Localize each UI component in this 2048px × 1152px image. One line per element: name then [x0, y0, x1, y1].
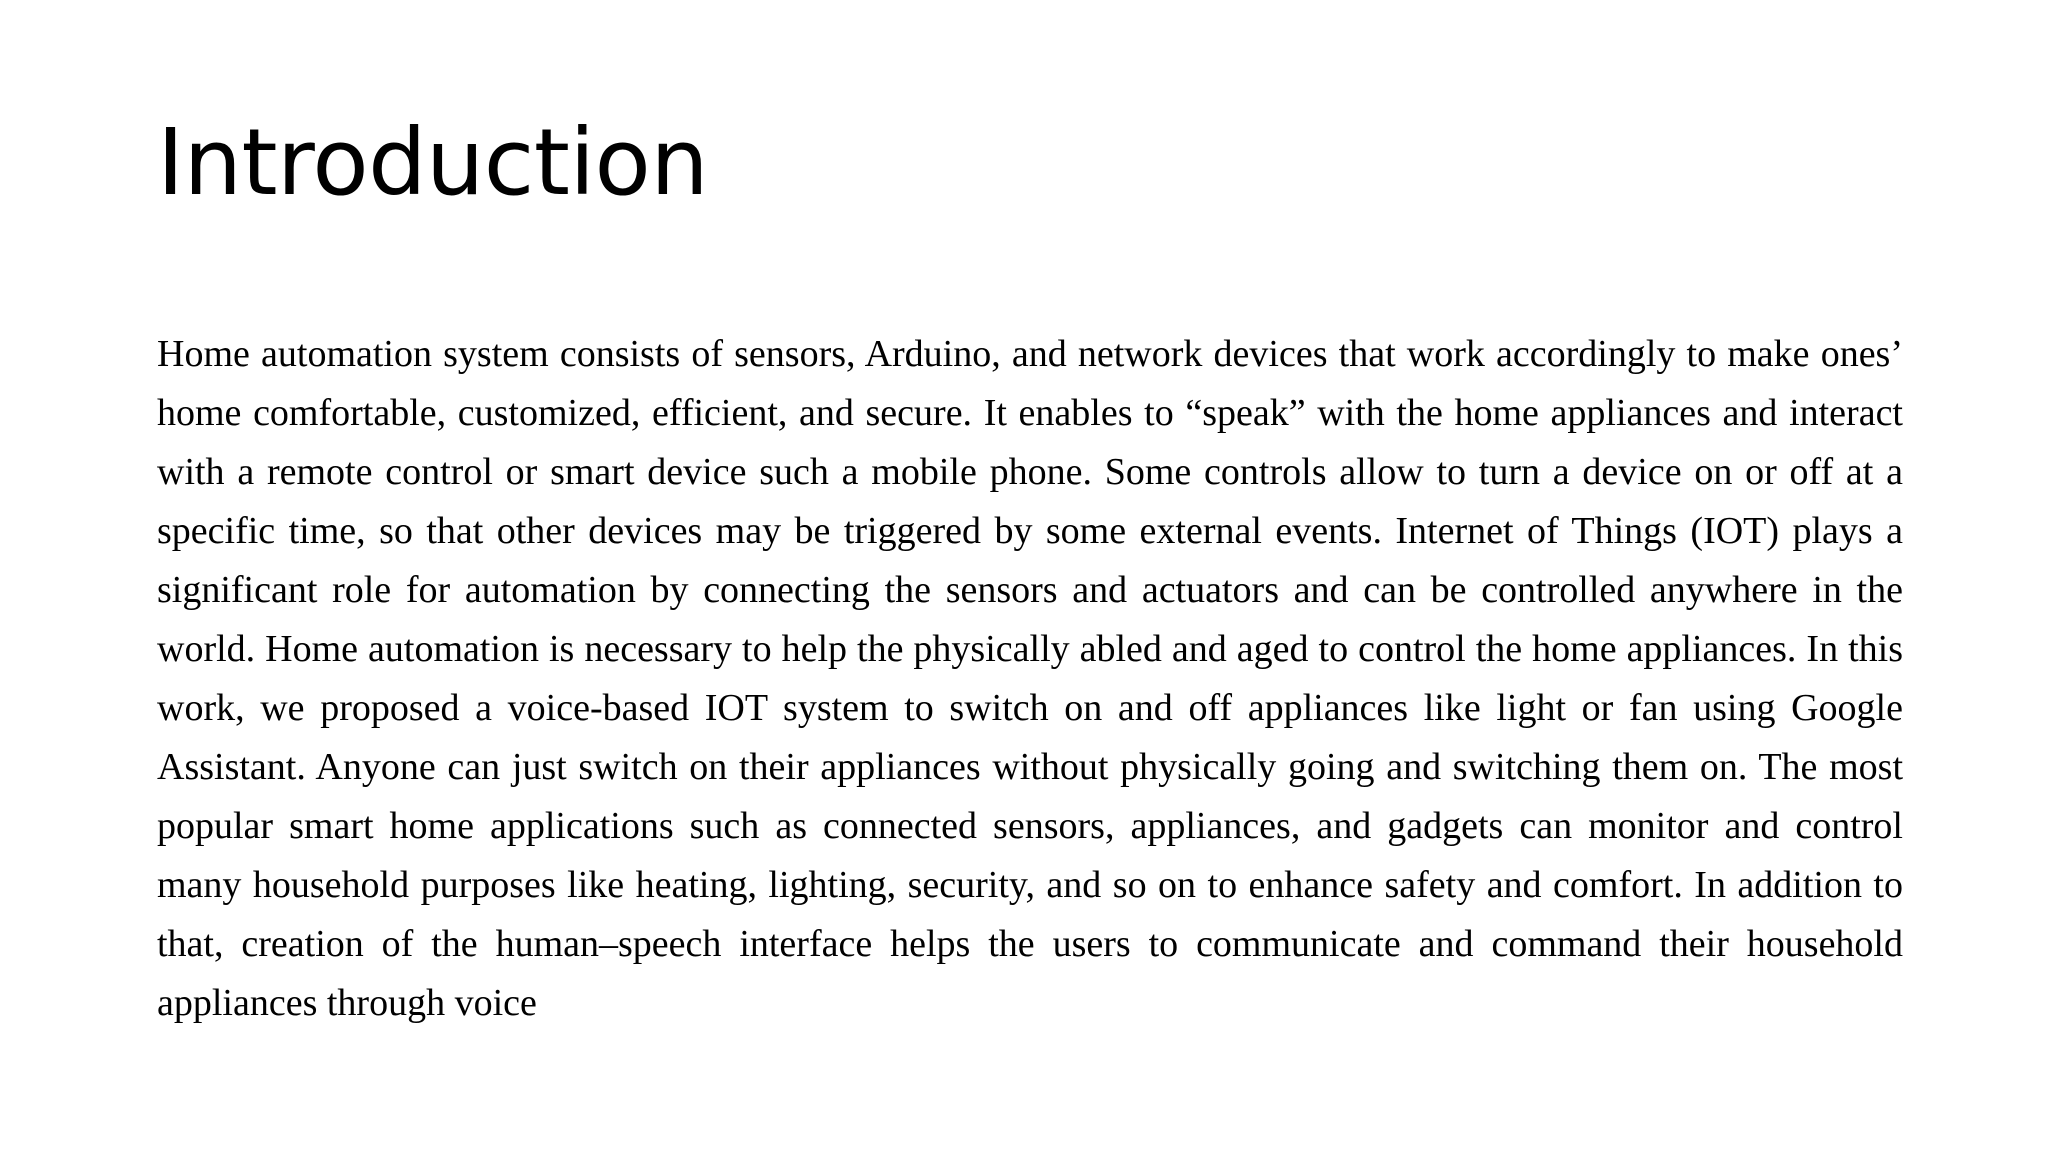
slide-title: Introduction: [157, 109, 709, 216]
slide-body-paragraph: Home automation system consists of sensors, Arduino, and network devices that work accordingly to make ones’ home comfortable, customized, efficient, and secure. It enables to “speak” with the home appliances and interact with a remote control or smart device such a mobile phone. Some controls allow to turn a device on or off at a specific time, so that other devices may be triggered by some external events. Internet of Things (IOT) plays a significant role for automation by connecting the sensors and actuators and can be controlled anywhere in the world. Home automation is necessary to help the physically abled and aged to control the home appliances. In this work, we proposed a voice-based IOT system to switch on and off appliances like light or fan using Google Assistant. Anyone can just switch on their appliances without physically going and switching them on. The most popular smart home applications such as connected sensors, appliances, and gadgets can monitor and control many household purposes like heating, lighting, security, and so on to enhance safety and comfort. In addition to that, creation of the human–speech interface helps the users to communicate and command their household appliances through voice: [157, 333, 1903, 1024]
